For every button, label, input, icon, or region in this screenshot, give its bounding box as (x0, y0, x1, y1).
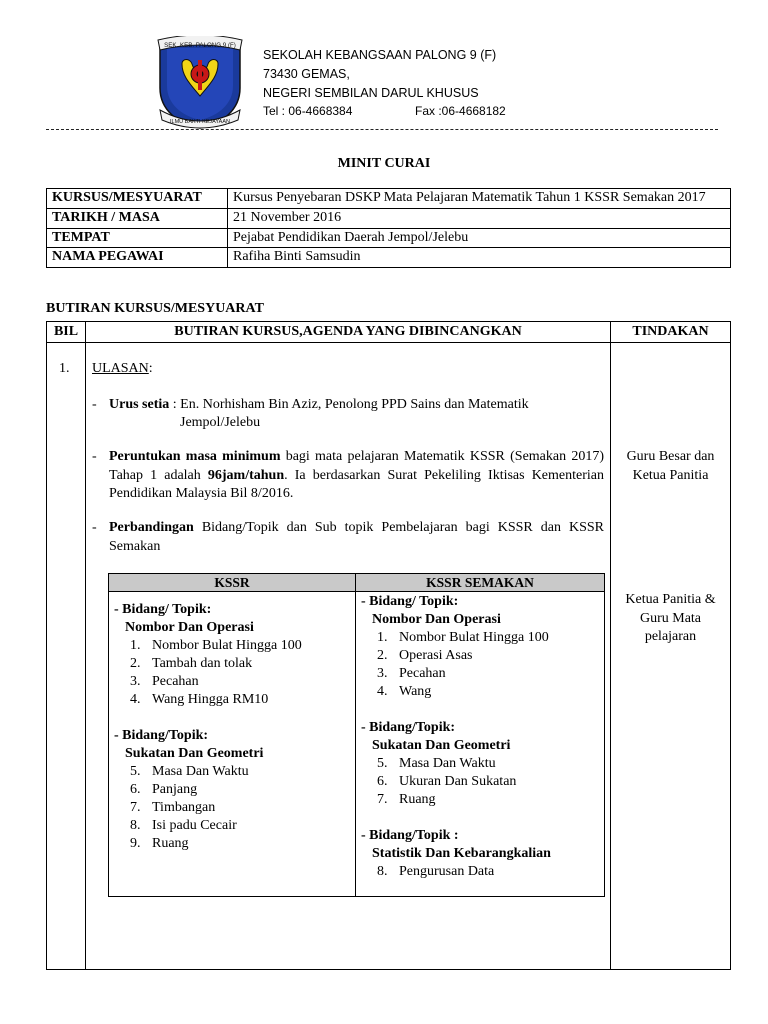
column-divider (85, 322, 86, 969)
list-item (114, 763, 352, 781)
list-text: Nombor Bulat Hingga 100 (399, 630, 549, 645)
list-item (114, 655, 352, 673)
list-item (114, 799, 352, 817)
kssr-column (114, 601, 352, 853)
list-text: Masa Dan Waktu (152, 764, 249, 779)
list-text: Tambah dan tolak (152, 656, 253, 671)
comparison-header-kssr: KSSR (214, 575, 250, 590)
list-item (361, 629, 599, 647)
document-title: MINIT CURAI (337, 156, 431, 171)
logo-top-text: SEK. KEB. PALONG 9 (F) (164, 42, 236, 49)
urus-setia-line (109, 396, 604, 415)
semakan-bidang-1-label: - Bidang/ Topik: (361, 594, 459, 609)
column-header-tindakan: TINDAKAN (632, 324, 709, 339)
list-number: 1. (377, 630, 388, 645)
comparison-column-divider (355, 574, 356, 896)
list-item (114, 637, 352, 655)
kssr-bidang-2-title: Sukatan Dan Geometri (125, 746, 264, 761)
list-text: Wang (399, 684, 432, 699)
peruntukan-text-2: . Ia berdasarkan Surat Pekeliling Iktisas Kementerian Pendidikan Malaysia Bil 8/2016. (109, 467, 604, 501)
list-number: 8. (130, 818, 141, 833)
list-number: 7. (130, 800, 141, 815)
list-text: Operasi Asas (399, 648, 473, 663)
info-row (47, 228, 731, 248)
state: NEGERI SEMBILAN DARUL KHUSUS (263, 86, 479, 100)
list-item (361, 683, 599, 701)
list-number: 2. (377, 648, 388, 663)
list-number: 5. (130, 764, 141, 779)
list-text: Panjang (152, 782, 198, 797)
list-number: 3. (130, 674, 141, 689)
list-number: 8. (377, 864, 388, 879)
semakan-bidang-2-label: - Bidang/Topik: (361, 720, 456, 735)
ulasan-colon: : (148, 361, 153, 376)
list-number: 2. (130, 656, 141, 671)
kssr-semakan-column (361, 593, 599, 881)
column-divider (610, 322, 611, 969)
info-key: TARIKH / MASA (47, 208, 228, 228)
header-row-divider (47, 342, 730, 343)
info-row (47, 208, 731, 228)
list-number: 4. (377, 684, 388, 699)
info-value: 21 November 2016 (228, 208, 731, 228)
list-text: Wang Hingga RM10 (152, 692, 269, 707)
info-key: KURSUS/MESYUARAT (47, 189, 228, 209)
list-text: Pengurusan Data (399, 864, 495, 879)
bullet-dash: - (92, 520, 97, 535)
peruntukan-label: Peruntukan masa minimum (109, 449, 281, 464)
column-header-bil: BIL (53, 324, 79, 339)
info-table (46, 188, 731, 268)
list-item (361, 863, 599, 881)
list-text: Pecahan (399, 666, 446, 681)
fax: Fax :06-4668182 (415, 104, 506, 118)
ulasan-heading (92, 360, 153, 379)
list-number: 5. (377, 756, 388, 771)
list-number: 6. (377, 774, 388, 789)
list-text: Masa Dan Waktu (399, 756, 496, 771)
logo-bottom-text: ILMU BAKTI KEJAYAAN (169, 119, 231, 125)
info-row (47, 189, 731, 209)
bullet-dash: - (92, 397, 97, 412)
list-item (361, 665, 599, 683)
semakan-bidang-1-title: Nombor Dan Operasi (372, 612, 501, 627)
column-header-butiran: BUTIRAN KURSUS,AGENDA YANG DIBINCANGKAN (174, 324, 522, 339)
semakan-bidang-3-title: Statistik Dan Kebarangkalian (372, 846, 551, 861)
list-item (361, 755, 599, 773)
peruntukan-hours: 96jam/tahun (207, 467, 285, 483)
list-text: Ruang (152, 836, 189, 851)
kssr-bidang-2-label: - Bidang/Topik: (114, 728, 209, 743)
info-key: TEMPAT (47, 228, 228, 248)
list-item (361, 647, 599, 665)
comparison-header-kssr-semakan: KSSR SEMAKAN (426, 575, 534, 590)
list-text: Ukuran Dan Sukatan (399, 774, 517, 789)
info-value: Pejabat Pendidikan Daerah Jempol/Jelebu (228, 228, 731, 248)
list-text: Nombor Bulat Hingga 100 (152, 638, 302, 653)
perbandingan-label: Perbandingan (109, 520, 194, 535)
list-number: 6. (130, 782, 141, 797)
info-value: Rafiha Binti Samsudin (228, 248, 731, 268)
list-number: 3. (377, 666, 388, 681)
list-text: Timbangan (152, 800, 216, 815)
urus-setia-text-2: Jempol/Jelebu (180, 415, 261, 430)
ulasan-label: ULASAN (92, 361, 149, 376)
peruntukan-text-1: bagi mata pelajaran Matematik KSSR (Semakan 2017) Tahap 1 adalah (109, 449, 604, 483)
section-title: BUTIRAN KURSUS/MESYUARAT (46, 301, 264, 316)
info-row (47, 248, 731, 268)
peruntukan-paragraph (109, 448, 604, 504)
kssr-bidang-1-label: - Bidang/ Topik: (114, 602, 212, 617)
list-text: Ruang (399, 792, 436, 807)
list-number: 7. (377, 792, 388, 807)
bullet-dash: - (92, 449, 97, 464)
tindakan-2: Ketua Panitia & Guru Mata pelajaran (625, 592, 716, 644)
list-item (114, 817, 352, 835)
list-item (114, 835, 352, 853)
list-item (361, 791, 599, 809)
list-text: Pecahan (152, 674, 199, 689)
school-crest-logo (152, 36, 248, 130)
perbandingan-paragraph (109, 519, 604, 556)
semakan-bidang-2-title: Sukatan Dan Geometri (372, 738, 511, 753)
info-value: Kursus Penyebaran DSKP Mata Pelajaran Matematik Tahun 1 KSSR Semakan 2017 (228, 189, 731, 209)
tindakan-1: Guru Besar dan Ketua Panitia (626, 449, 715, 483)
list-number: 4. (130, 692, 141, 707)
urus-setia-label: Urus setia (109, 397, 170, 412)
header-divider (46, 129, 718, 130)
school-name: SEKOLAH KEBANGSAAN PALONG 9 (F) (263, 48, 497, 62)
row-number: 1. (59, 361, 70, 376)
list-item (114, 691, 352, 709)
comparison-table (108, 573, 605, 897)
perbandingan-text: Bidang/Topik dan Sub topik Pembelajaran bagi KSSR dan KSSR Semakan (109, 520, 604, 554)
info-key: NAMA PEGAWAI (47, 248, 228, 268)
urus-setia-text: : En. Norhisham Bin Aziz, Penolong PPD Sains dan Matematik (169, 397, 529, 412)
postcode-city: 73430 GEMAS, (263, 67, 350, 81)
list-item (114, 781, 352, 799)
telephone: Tel : 06-4668384 (263, 104, 353, 118)
list-number: 9. (130, 836, 141, 851)
list-item (361, 773, 599, 791)
semakan-bidang-3-label: - Bidang/Topik : (361, 828, 459, 843)
list-item (114, 673, 352, 691)
kssr-bidang-1-title: Nombor Dan Operasi (125, 620, 254, 635)
list-number: 1. (130, 638, 141, 653)
list-text: Isi padu Cecair (152, 818, 237, 833)
